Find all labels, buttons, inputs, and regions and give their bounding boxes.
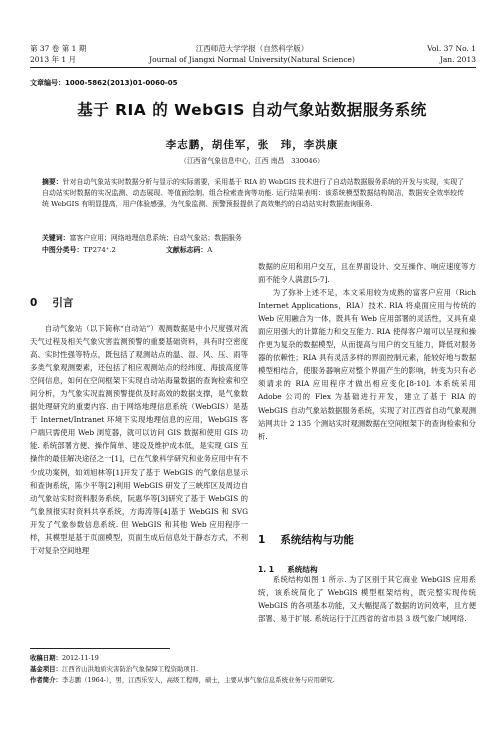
keywords-text: 富客户应用；网络地理信息系统；自动气象站；数据服务 — [69, 234, 242, 242]
funding: 基金项目：江西省山洪地质灾害防治气象保障工程资助项目. — [30, 665, 199, 673]
subsection-number: 1. 1 — [258, 565, 275, 574]
footnotes — [30, 653, 476, 686]
section-number: 0 — [30, 297, 38, 309]
article-title: 基于 RIA 的 WebGIS 自动气象站数据服务系统 — [77, 101, 427, 119]
doc-code-label: 文献标志码： — [165, 246, 208, 254]
keywords-label: 关键词： — [42, 234, 70, 242]
volume-en: Vol. 37 No. 1 — [427, 44, 476, 53]
section-title: 引言 — [52, 297, 74, 309]
introduction-body — [30, 322, 248, 640]
intro-paragraph-ria: 为了弥补上述不足，本文采用较为成熟的富客户应用（Rich Internet Applications，RIA）技术. RIA 将桌面应用与传统的 Web 应用融合为一体，既具有 Web 应用部署的灵活性，又具有桌面应用强大的计算能力和交互能力. RIA 使得客户端可以呈现和操作更为复杂的数据模型，从而提高与用户的交互能力，降低对服务器的依赖性；RIA 具有灵活多样的界面控制元素，能较好地与数据模型相结合，使服务器响应对整个界面产生的影响，转变为只有必须请求的 RIA 应用程序才做出相应变化[8-10]. 本系统采用 Adobe 公司的 Flex 为基础进行开发，建立了基于 RIA 的 WebGIS 自动气象站数据服务系统，实现了对江西省自动气象观测站网共计 2 135 个测站实时观测数据在空间框架下的查询检索和分析. — [258, 288, 477, 441]
clc-code: TP274⁺.2 — [83, 246, 116, 254]
volume-issue: 第 37 卷 第 1 期 — [30, 44, 87, 53]
date-en: Jan. 2013 — [439, 55, 476, 64]
section-1-heading — [258, 528, 354, 547]
keywords — [42, 233, 464, 244]
section-number: 1 — [258, 534, 266, 546]
abstract-label: 摘要： — [42, 178, 63, 186]
author-list: 李志鹏，胡佳军，张 玮，李洪康 — [165, 139, 339, 151]
subsection-title: 系统结构 — [287, 565, 318, 574]
date-cn: 2013 年 1 月 — [30, 55, 77, 64]
system-structure-paragraph: 系统结构如图 1 所示. 为了区别于其它商业 WebGIS 应用系统，该系统简化了 WebGIS 模型框架结构，既完整实现传统 WebGIS 的各项基本功能，又大幅提高了数据的访问效率，且方便部署、易于扩展. 系统运行于江西省的省市县 3 级气象广域网络. — [258, 575, 476, 624]
journal-name-en: Journal of Jiangxi Normal University(Natural Science) — [149, 55, 355, 64]
right-column-intro — [258, 260, 476, 443]
footnote-rule — [30, 648, 170, 649]
section-introduction-heading — [30, 291, 73, 310]
header-rule — [30, 67, 476, 68]
doc-code: A — [207, 246, 213, 254]
clc-label: 中图分类号： — [42, 246, 84, 254]
abstract-text: 针对自动气象站实时数据分析与显示的实际需要，采用基于 RIA 的 WebGIS 技术进行了自动站数据服务系统的开发与实现，实现了自动站实时数据的实况监测、动态展现、等值面绘制、组合检索查询等功能. 运行结果表明：该系统模型数据结构简洁，数据安全效率较传统 WebGIS 有明显提高，用户体验感强，为气象监测、预警预报提供了高效集约的自动站实时数据查询服务. — [42, 178, 464, 209]
received-date: 收稿日期：2012-11-19 — [30, 654, 99, 662]
affiliation: （江西省气象信息中心，江西 南昌 330046） — [180, 157, 324, 165]
introduction-paragraph: 自动气象站（以下简称“自动站”）观测数据是中小尺度强对流天气过程及相关气象灾害监测预警的重要基础资料，具有时空密度高、实时性强等特点，既包括了观测站点的温、湿、风、压、雨等多类气象观测要素，还包括了相应观测站点的经纬度、海拔高度等空间信息，如何在空间框架下实现自动站海量数据的查询检索和空间分析，为气象实况监测预警提供及时高效的数据支撑，是气象数据处理研究的重要内容. 由于网络地理信息系统（WebGIS）是基于 Internet/Intranet 环境下实现地理信息的应用，WebGIS 客户端只需使用 Web 浏览器，就可以访问 GIS 数据和使用 GIS 功能. 系统部署方便、操作简单、建设及维护成本低，是实现 GIS 互操作的最佳解决途径之一[1]，已在气象科学研究和业务应用中有不少成功案例，如刘旭林等[1]开发了基于 WebGIS 的气象信息显示和查询系统，陈少平等[2]利用 WebGIS 研发了三峡库区及周边自动气象站实时资料服务系统，阮惠华等[3]研究了基于 WebGIS 的气象预报实时资料共享系统，方海涛等[4]基于 WebGIS 和 SVG 开发了气象参数信息系统. 但 WebGIS 和其他 Web 应用程序一样，其模型是基于页面模型，页面生成后信息处于静态方式，不利于对复杂空间地理 — [30, 324, 248, 555]
intro-continuation: 数据的应用和用户交互，且在界面设计、交互操作、响应速度等方面不能令人满意[5-7]. — [258, 262, 476, 285]
section-1-1-body — [258, 573, 476, 625]
article-number: 文章编号：1000-5862(2013)01-0060-05 — [30, 79, 178, 87]
abstract — [42, 177, 464, 211]
journal-name-cn: 江西师范大学学报（自然科学版） — [195, 44, 309, 53]
author-bio: 作者简介：李志鹏（1964-），男，江西乐安人，高级工程师，硕士，主要从事气象信息系统业务与应用研究. — [30, 676, 335, 684]
classification — [42, 245, 464, 256]
section-title: 系统结构与功能 — [280, 534, 354, 546]
